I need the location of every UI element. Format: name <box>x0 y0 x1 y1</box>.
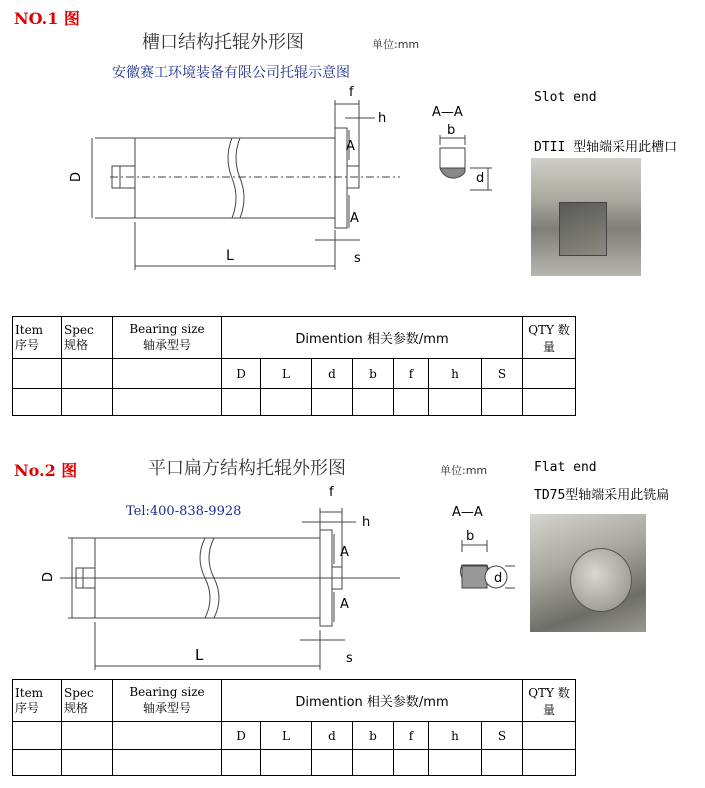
dim-b-label: b <box>447 123 456 138</box>
section2-title: 平口扁方结构托辊外形图 <box>148 458 346 479</box>
section2-A-bottom: A <box>340 597 349 612</box>
dim-L-label-2: L <box>195 646 204 664</box>
spec-table-2: Item 序号 Spec 规格 Bearing size 轴承型号 Dimention 相关参数/mm QTY 数 量 D L d b f h S <box>12 679 576 776</box>
slot-end-photo <box>531 158 641 276</box>
section1-title: 槽口结构托辊外形图 <box>142 32 304 53</box>
dim-d-label: d <box>476 171 485 186</box>
th-spec: Spec 规格 <box>62 317 113 359</box>
section-A-top: A <box>346 139 355 154</box>
tel: Tel:400-838-9928 <box>126 504 242 519</box>
dim-h-label: h <box>378 111 387 126</box>
th-qty: QTY 数 量 <box>523 317 576 359</box>
spec-table-1: Item 序号 Spec 规格 Bearing size 轴承型号 Dimention 相关参数/mm QTY 数 量 D L d b f h S <box>12 316 576 416</box>
th-item: Item 序号 <box>13 317 62 359</box>
dim-D-label-2: D <box>41 571 56 582</box>
section2-end-type: Flat end <box>534 460 597 475</box>
dim-L-label: L <box>226 248 234 264</box>
th-item-2: Item 序号 <box>13 680 62 722</box>
th-qty-2: QTY 数 量 <box>523 680 576 722</box>
section-A-bottom: A <box>350 211 359 226</box>
th-bearing-2: Bearing size 轴承型号 <box>113 680 222 722</box>
section1-label: NO.1 图 <box>14 9 80 28</box>
section1-unit: 单位:mm <box>372 38 420 51</box>
dim-s-label-2: s <box>346 651 353 666</box>
dim-h-label-2: h <box>362 515 371 530</box>
company-name: 安徽赛工环境装备有限公司托辊示意图 <box>112 65 350 81</box>
section1-end-type: Slot end <box>534 90 597 105</box>
dim-s-label: s <box>354 251 361 266</box>
section2-unit: 单位:mm <box>440 464 488 477</box>
dim-d-label-2: d <box>494 571 503 586</box>
section2-A-top: A <box>340 545 349 560</box>
th-bearing: Bearing size 轴承型号 <box>113 317 222 359</box>
section-AA-label: A—A <box>432 105 463 120</box>
th-dimention: Dimention 相关参数/mm <box>222 317 523 359</box>
section1-end-desc: DTII 型轴端采用此槽口 <box>534 140 678 155</box>
dim-D-label: D <box>69 171 84 182</box>
dim-f-label-2: f <box>329 485 334 500</box>
th-dimention-2: Dimention 相关参数/mm <box>222 680 523 722</box>
dim-b-label-2: b <box>466 529 475 544</box>
flat-shape <box>570 548 632 612</box>
section2-AA-label: A—A <box>452 505 483 520</box>
flat-end-photo <box>530 514 646 632</box>
section2-end-desc: TD75型轴端采用此铣扁 <box>534 488 670 503</box>
slot-shape <box>559 202 607 256</box>
th-spec-2: Spec 规格 <box>62 680 113 722</box>
dim-f-label: f <box>349 85 354 100</box>
section2-label: No.2 图 <box>14 461 78 480</box>
